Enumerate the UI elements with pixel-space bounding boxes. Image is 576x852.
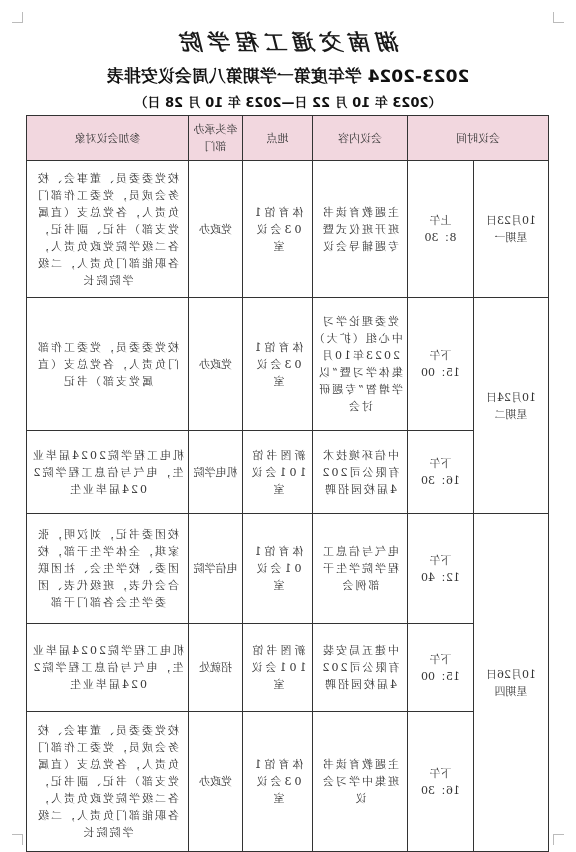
time-period: 下午 (429, 652, 452, 666)
time-cell (408, 298, 474, 431)
college-name: 湖南交通工程学院 (176, 30, 401, 56)
attendees-cell: 校党委委员、董事会、校务会成员，党委工作部门负责人，各党总支（直属党支部）书记、副书记，各二级学院党政负责人，各职能部门负责人，二级学院院长 (27, 161, 189, 298)
department-cell: 机电学院 (189, 431, 243, 514)
location-cell: 新图书馆101会议室 (243, 431, 313, 514)
date-range: （2023 年 10 月 22 日—2023 年 10 月 28 日） (134, 96, 442, 111)
table-row (27, 712, 549, 852)
column-header-content: 会议内容 (313, 116, 408, 161)
time-cell (408, 431, 474, 514)
table-row (27, 514, 549, 624)
time-value: 12：40 (421, 570, 460, 584)
department-cell: 党政办 (189, 298, 243, 431)
table-row (27, 161, 549, 298)
day-date: 10月24日 (486, 390, 536, 404)
location-cell: 体育馆103会议室 (243, 712, 313, 852)
time-period: 下午 (429, 457, 452, 470)
time-value: 16：30 (421, 474, 460, 487)
department-cell: 党政办 (189, 161, 243, 298)
attendees-cell: 机电工程学院2024届毕业生，电气与信息工程学院2024届毕业生 (27, 624, 189, 712)
time-period: 下午 (429, 766, 452, 780)
time-period: 下午 (429, 553, 452, 567)
content-cell: 中建五局安装有限公司2024届校园招聘 (313, 624, 408, 712)
day-weekday: 星期四 (494, 684, 528, 698)
column-header-location: 地点 (243, 116, 313, 161)
day-weekday: 星期二 (494, 407, 528, 421)
attendees-cell: 校党委委员、董事会、校务会成员，党委工作部门负责人，各党总支（直属党支部）书记、副书记，各二级学院党政负责人，各职能部门负责人，二级学院院长 (27, 712, 189, 852)
column-header-attendees: 参加会议对象 (27, 116, 189, 161)
day-cell (474, 161, 549, 298)
time-value: 8：30 (424, 231, 457, 244)
table-row (27, 431, 549, 514)
time-value: 15：00 (421, 366, 460, 379)
meeting-schedule-table (26, 115, 549, 852)
column-header-department: 牵头承办部门 (189, 116, 243, 161)
table-header-row (27, 116, 549, 161)
day-cell (474, 298, 549, 514)
location-cell: 体育馆103会议室 (243, 161, 313, 298)
department-cell: 招就处 (189, 624, 243, 712)
attendees-cell: 校党委委员，党委工作部门负责人，各党总支（直属党支部）书记 (27, 298, 189, 431)
content-cell: 电气与信息工程学院学生干部例会 (313, 514, 408, 624)
time-value: 16：30 (421, 783, 460, 797)
day-cell (474, 514, 549, 852)
time-cell (408, 514, 474, 624)
content-cell: 中信环境技术有限公司2024届校园招聘 (313, 431, 408, 514)
time-cell (408, 624, 474, 712)
table-row (27, 298, 549, 431)
department-cell: 党政办 (189, 712, 243, 852)
time-cell (408, 712, 474, 852)
day-date: 10月26日 (486, 667, 536, 681)
day-weekday: 星期一 (494, 231, 528, 244)
content-cell: 党委理论学习中心组（扩大）2023年10月集体学习暨“以学增智”专题研讨会 (313, 298, 408, 431)
attendees-cell: 校团委书记，刘汉明，张家琪，全体学生干部，校团委、校学生会、社团联合会代表，班级代表、团委学生会各部门干部 (27, 514, 189, 624)
time-period: 上午 (429, 214, 452, 227)
content-cell: 主题教育读书班集中学习会议 (313, 712, 408, 852)
attendees-cell: 机电工程学院2024届毕业生，电气与信息工程学院2024届毕业生 (27, 431, 189, 514)
department-cell: 电信学院 (189, 514, 243, 624)
time-cell (408, 161, 474, 298)
time-period: 下午 (429, 349, 452, 362)
table-row (27, 624, 549, 712)
location-cell: 体育馆101会议室 (243, 514, 313, 624)
column-header-time: 会议时间 (408, 116, 549, 161)
location-cell: 新图书馆101会议室 (243, 624, 313, 712)
day-date: 10月23日 (486, 214, 536, 227)
schedule-title: 2023-2024 学年度第一学期第八周会议安排表 (106, 67, 470, 87)
content-cell: 主题教育读书班开班仪式暨专题辅导会议 (313, 161, 408, 298)
location-cell: 体育馆103会议室 (243, 298, 313, 431)
time-value: 15：00 (421, 669, 460, 683)
